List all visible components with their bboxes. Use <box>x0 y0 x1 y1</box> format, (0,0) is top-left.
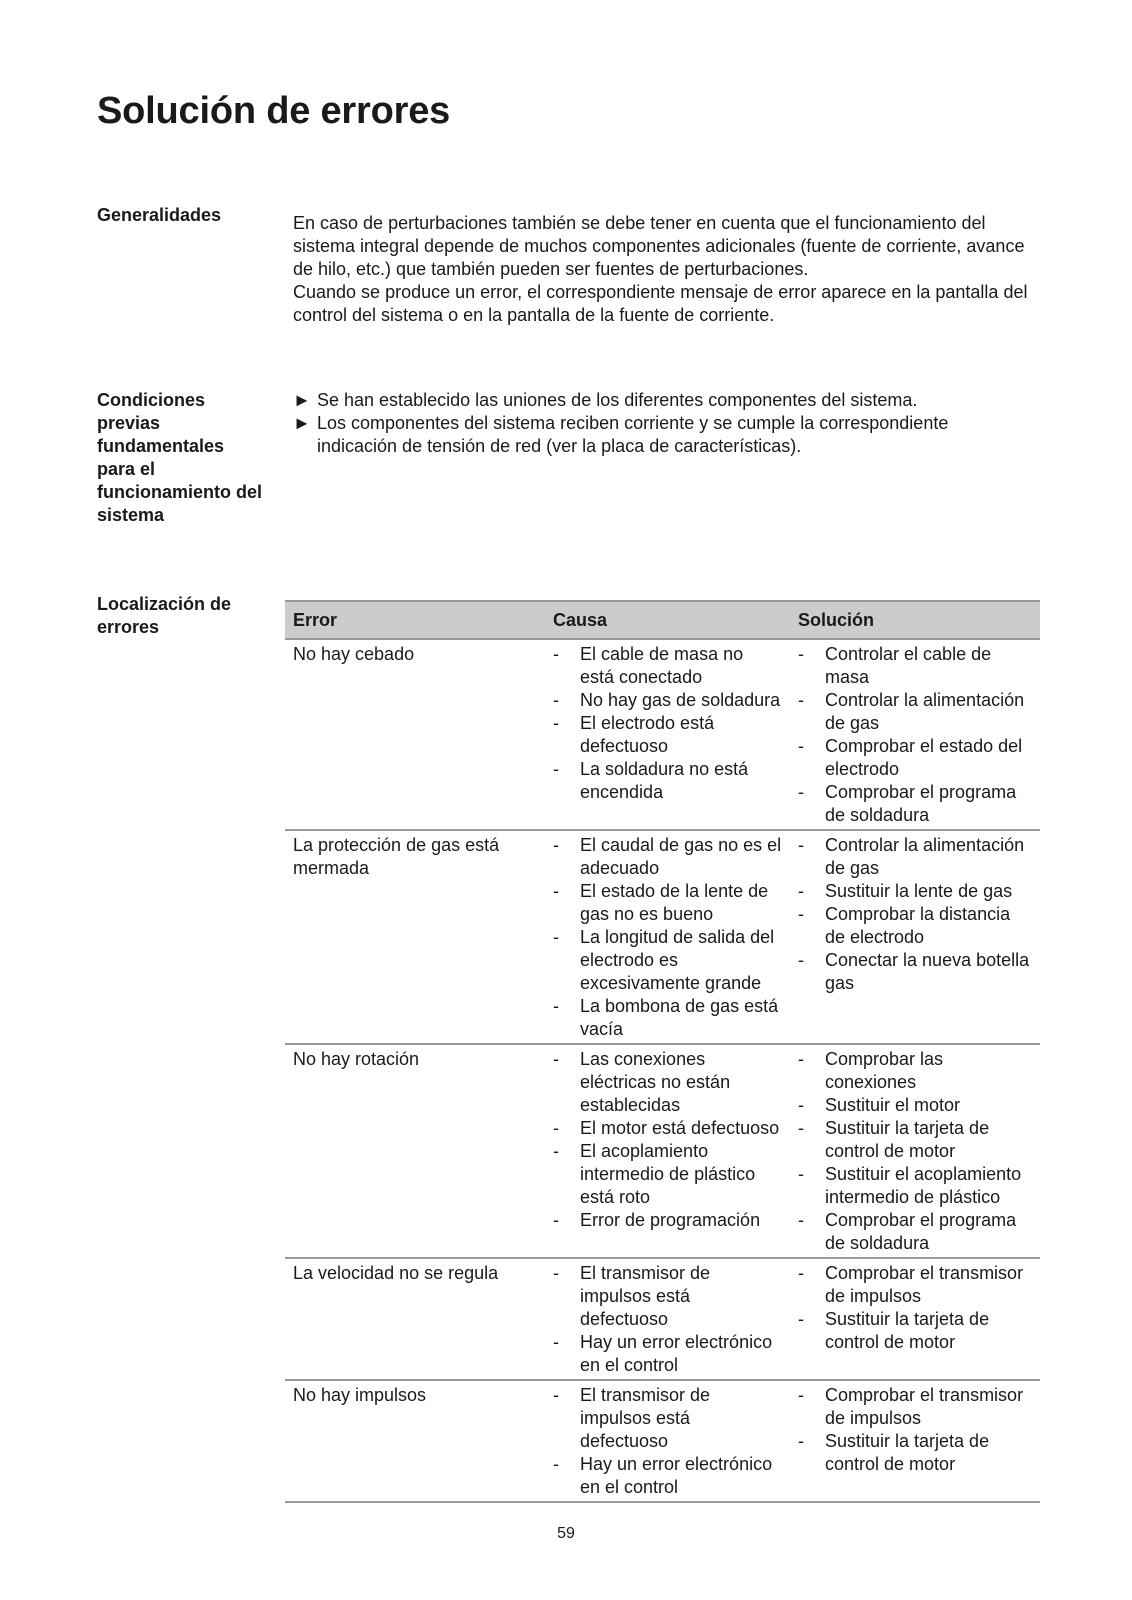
general-paragraph: Cuando se produce un error, el correspondiente mensaje de error aparece en la pantalla del control del sistema o en la pantalla de la fuente de corriente. <box>293 282 1028 325</box>
column-header-cause: Causa <box>545 601 790 639</box>
solution-list <box>798 1262 1032 1354</box>
solution-item: - Sustituir la tarjeta de control de motor <box>798 1308 1032 1354</box>
cause-item: - El estado de la lente de gas no es bueno <box>553 880 782 926</box>
solution-item: - Sustituir el acoplamiento intermedio de plástico <box>798 1163 1032 1209</box>
table-body <box>285 639 1040 1502</box>
table-row <box>285 1044 1040 1258</box>
cause-item: - El acoplamiento intermedio de plástico está roto <box>553 1140 782 1209</box>
solution-item: - Comprobar el programa de soldadura <box>798 781 1032 827</box>
cause-item: - El electrodo está defectuoso <box>553 712 782 758</box>
cause-item: - El caudal de gas no es el adecuado <box>553 834 782 880</box>
solution-cell <box>790 1044 1040 1258</box>
solution-list <box>798 834 1032 995</box>
column-header-solution: Solución <box>790 601 1040 639</box>
section-label-generalidades: Generalidades <box>97 205 222 225</box>
troubleshooting-table <box>285 600 1040 1503</box>
solution-item: - Sustituir la tarjeta de control de motor <box>798 1117 1032 1163</box>
cause-item: - Hay un error electrónico en el control <box>553 1331 782 1377</box>
error-cell: No hay impulsos <box>285 1380 545 1502</box>
solution-list <box>798 643 1032 827</box>
table-row <box>285 1258 1040 1380</box>
cause-item: - El transmisor de impulsos está defectuoso <box>553 1262 782 1331</box>
cause-item: - Las conexiones eléctricas no están establecidas <box>553 1048 782 1117</box>
cause-item: - El cable de masa no está conectado <box>553 643 782 689</box>
cause-list <box>553 1384 782 1499</box>
error-cell: No hay rotación <box>285 1044 545 1258</box>
solution-item: - Comprobar el transmisor de impulsos <box>798 1262 1032 1308</box>
cause-cell <box>545 1258 790 1380</box>
general-text <box>293 212 1033 327</box>
table-row <box>285 639 1040 830</box>
solution-cell <box>790 1258 1040 1380</box>
error-cell: La velocidad no se regula <box>285 1258 545 1380</box>
table-row <box>285 830 1040 1044</box>
cause-cell <box>545 1044 790 1258</box>
cause-list <box>553 643 782 804</box>
section-label-localizacion: Localización de errores <box>97 594 232 637</box>
cause-item: - Hay un error electrónico en el control <box>553 1453 782 1499</box>
cause-item: - La bombona de gas está vacía <box>553 995 782 1041</box>
prerequisite-text: Se han establecido las uniones de los diferentes componentes del sistema. <box>317 390 918 410</box>
error-cell: No hay cebado <box>285 639 545 830</box>
solution-item: - Comprobar el estado del electrodo <box>798 735 1032 781</box>
general-paragraph: En caso de perturbaciones también se debe tener en cuenta que el funcionamiento del sistema integral depende de muchos componentes adicionales (fuente de corriente, avance de hilo, etc.) que también pueden ser fuentes de perturbaciones. <box>293 213 1025 279</box>
solution-item: - Controlar el cable de masa <box>798 643 1032 689</box>
solution-cell <box>790 1380 1040 1502</box>
cause-item: - La longitud de salida del electrodo es excesivamente grande <box>553 926 782 995</box>
cause-cell <box>545 1380 790 1502</box>
solution-list <box>798 1384 1032 1476</box>
error-cell: La protección de gas está mermada <box>285 830 545 1044</box>
solution-cell <box>790 639 1040 830</box>
cause-list <box>553 834 782 1041</box>
solution-item: - Controlar la alimentación de gas <box>798 834 1032 880</box>
solution-item: - Comprobar las conexiones <box>798 1048 1032 1094</box>
cause-list <box>553 1262 782 1377</box>
section-label-prerequisites: Condiciones previas fundamentales para el funcionamiento del sistema <box>97 390 263 525</box>
page-title: Solución de errores <box>97 90 451 132</box>
solution-cell <box>790 830 1040 1044</box>
cause-cell <box>545 830 790 1044</box>
solution-item: - Conectar la nueva botella gas <box>798 949 1032 995</box>
cause-item: - No hay gas de soldadura <box>553 689 782 712</box>
cause-item: - La soldadura no está encendida <box>553 758 782 804</box>
solution-item: - Comprobar el programa de soldadura <box>798 1209 1032 1255</box>
solution-item: - Sustituir el motor <box>798 1094 1032 1117</box>
solution-item: - Controlar la alimentación de gas <box>798 689 1032 735</box>
cause-item: - Error de programación <box>553 1209 782 1232</box>
solution-item: - Comprobar la distancia de electrodo <box>798 903 1032 949</box>
arrow-right-icon: ► <box>293 390 311 410</box>
table-row <box>285 1380 1040 1502</box>
prerequisite-list <box>293 389 1033 458</box>
solution-item: - Comprobar el transmisor de impulsos <box>798 1384 1032 1430</box>
arrow-right-icon: ► <box>293 413 311 433</box>
cause-cell <box>545 639 790 830</box>
cause-item: - El transmisor de impulsos está defectuoso <box>553 1384 782 1453</box>
solution-list <box>798 1048 1032 1255</box>
solution-item: - Sustituir la tarjeta de control de motor <box>798 1430 1032 1476</box>
prerequisite-text: Los componentes del sistema reciben corriente y se cumple la correspondiente indicación de tensión de red (ver la placa de características). <box>317 413 949 456</box>
table-header-row <box>285 601 1040 639</box>
solution-item: - Sustituir la lente de gas <box>798 880 1032 903</box>
page-number: 59 <box>557 1525 575 1542</box>
cause-list <box>553 1048 782 1232</box>
prerequisite-item <box>293 412 1033 458</box>
cause-item: - El motor está defectuoso <box>553 1117 782 1140</box>
prerequisite-item <box>293 389 1033 412</box>
column-header-error: Error <box>285 601 545 639</box>
